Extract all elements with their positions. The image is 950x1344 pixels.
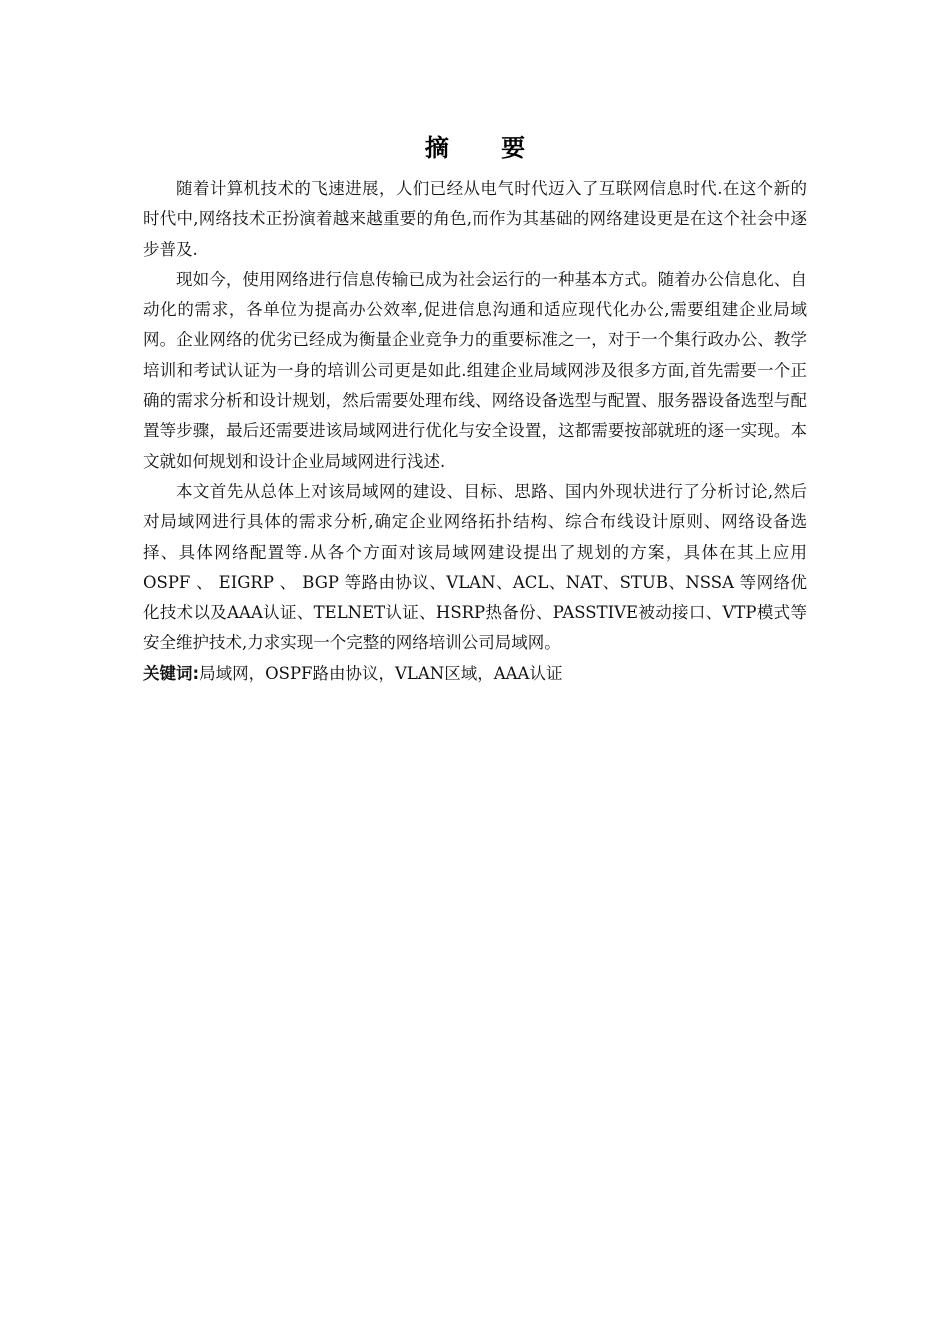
abstract-paragraph-1: 随着计算机技术的飞速进展，人们已经从电气时代迈入了互联网信息时代.在这个新的时代中,网络技术正扮演着越来越重要的角色,而作为其基础的网络建设更是在这个社会中逐步普及. xyxy=(143,179,807,259)
abstract-body xyxy=(143,174,807,689)
page-title: 摘 要 xyxy=(424,134,548,162)
keywords-label: 关键词: xyxy=(143,663,200,683)
abstract-paragraph-3: 本文首先从总体上对该局域网的建设、目标、思路、国内外现状进行了分析讨论,然后对局域网进行具体的需求分析,确定企业网络拓扑结构、综合布线设计原则、网络设备选择、具体网络配置等.从各个方面对该局域网建设提出了规划的方案，具体在其上应用 OSPF 、 EIGRP 、 BGP 等路由协议、VLAN、ACL、NAT、STUB、NSSA 等网络优化技术以及AAA认证、TELNET认证、HSRP热备份、PASSTIVE被动接口、VTP模式等安全维护技术,力求实现一个完整的网络培训公司局域网。 xyxy=(143,481,807,653)
keywords-value: 局域网，OSPF路由协议，VLAN区域，AAA认证 xyxy=(199,663,563,683)
abstract-paragraph-2: 现如今，使用网络进行信息传输已成为社会运行的一种基本方式。随着办公信息化、自动化的需求，各单位为提高办公效率,促进信息沟通和适应现代化办公,需要组建企业局域网。企业网络的优劣已经成为衡量企业竞争力的重要标准之一，对于一个集行政办公、教学培训和考试认证为一身的培训公司更是如此.组建企业局域网涉及很多方面,首先需要一个正确的需求分析和设计规划，然后需要处理布线、网络设备选型与配置、服务器设备选型与配置等步骤，最后还需要进该局域网进行优化与安全设置，这都需要按部就班的逐一实现。本文就如何规划和设计企业局域网进行浅述. xyxy=(143,269,807,471)
keywords-line xyxy=(143,659,807,689)
